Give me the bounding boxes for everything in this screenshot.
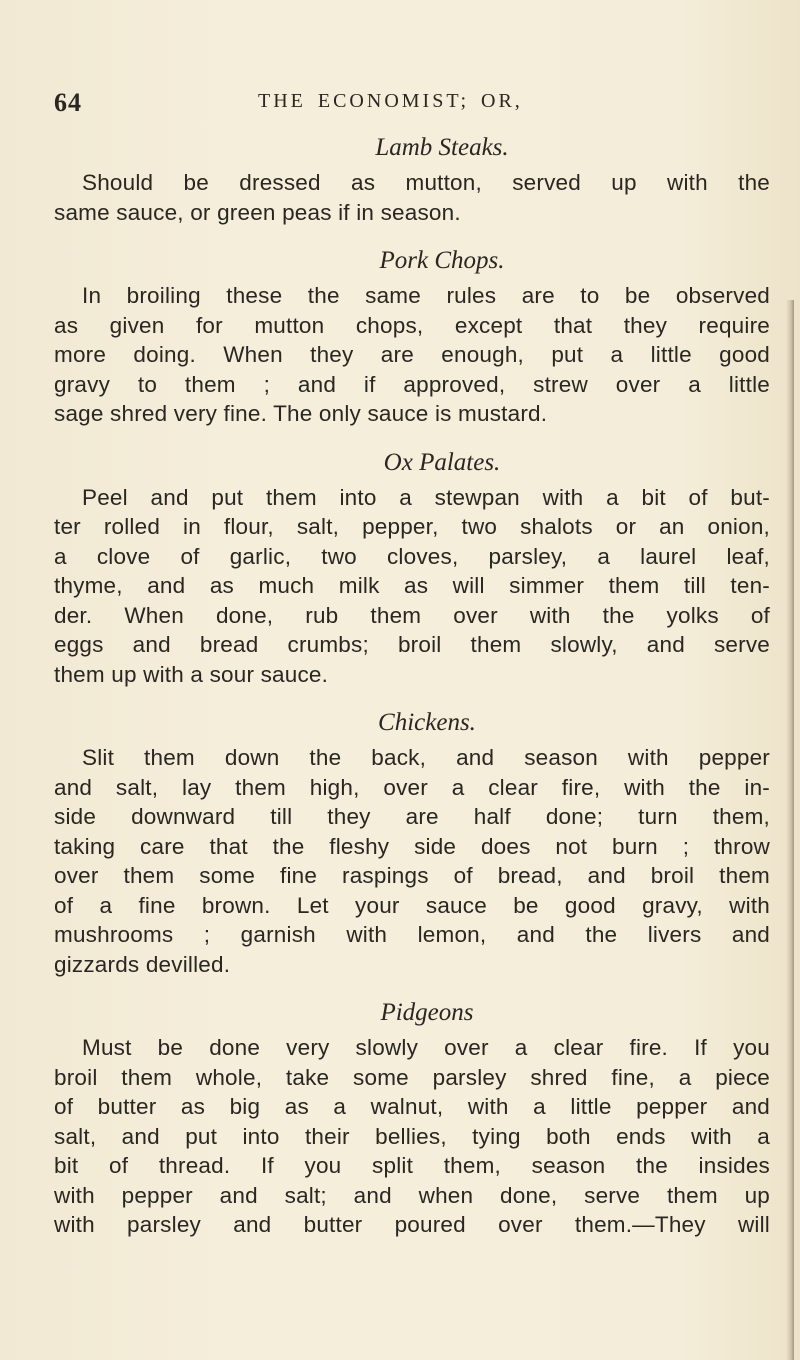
text-line: with pepper and salt; and when done, serve them up [54,1182,770,1208]
text-line: more doing. When they are enough, put a little good [54,342,770,367]
page-content [54,128,770,1240]
text-line: with parsley and butter poured over them.—They will [54,1212,770,1237]
section-heading-chickens: Chickens. [378,709,476,736]
section-heading-pork-chops: Pork Chops. [379,247,505,274]
section-heading-pidgeons: Pidgeons [380,999,474,1026]
text-line: Must be done very slowly over a clear fire. If you [82,1035,770,1060]
running-head [54,88,774,122]
section-body-lamb-steaks [54,168,770,227]
page-edge-shadow [786,300,794,1360]
text-line: broil them whole, take some parsley shred fine, a piece [54,1064,770,1090]
section-body-pork-chops [54,281,770,429]
text-line: eggs and bread crumbs; broil them slowly, and serve [54,632,770,657]
text-line: sage shred very fine. The only sauce is mustard. [54,401,548,426]
text-line: der. When done, rub them over with the yolks of [54,602,770,628]
text-line: a clove of garlic, two cloves, parsley, a laurel leaf, [54,543,770,569]
section-body-pidgeons [54,1033,770,1240]
text-line: of butter as big as a walnut, with a little pepper and [54,1094,770,1119]
text-line: mushrooms ; garnish with lemon, and the livers and [54,922,770,947]
text-line: gravy to them ; and if approved, strew over a little [54,371,770,397]
text-line: bit of thread. If you split them, season the insides [54,1153,770,1178]
text-line: and salt, lay them high, over a clear fire, with the in- [54,774,770,800]
text-line: Slit them down the back, and season with pepper [82,745,770,770]
text-line: them up with a sour sauce. [54,661,329,687]
text-line: same sauce, or green peas if in season. [54,199,461,225]
text-line: In broiling these the same rules are to be observed [82,283,770,308]
text-line: over them some fine raspings of bread, and broil them [54,863,770,888]
text-line: taking care that the fleshy side does not burn ; throw [54,833,770,859]
text-line: gizzards devilled. [54,951,231,977]
text-line: Should be dressed as mutton, served up with the [82,170,770,195]
section-body-chickens [54,743,770,979]
text-line: salt, and put into their bellies, tying both ends with a [54,1123,770,1149]
text-line: side downward till they are half done; turn them, [54,804,770,829]
text-line: Peel and put them into a stewpan with a bit of but- [82,484,770,510]
text-line: thyme, and as much milk as will simmer them till ten- [54,573,770,598]
section-body-ox-palates [54,483,770,690]
text-line: of a fine brown. Let your sauce be good gravy, with [54,892,770,918]
running-title: THE ECONOMIST; OR, [258,90,523,112]
text-line: as given for mutton chops, except that they require [54,312,770,338]
section-heading-ox-palates: Ox Palates. [383,448,501,476]
page-number: 64 [54,88,82,117]
text-line: ter rolled in flour, salt, pepper, two shalots or an onion, [54,514,770,539]
section-heading-lamb-steaks: Lamb Steaks. [375,134,509,161]
